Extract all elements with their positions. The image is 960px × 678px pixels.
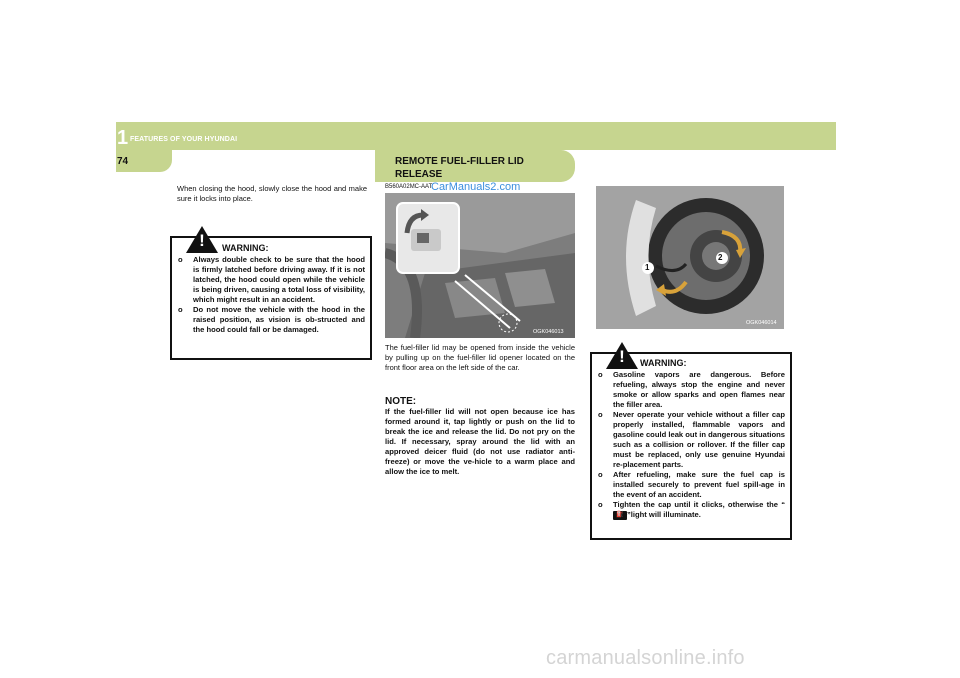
fuel-lid-opener-figure	[385, 193, 575, 338]
chapter-title: FEATURES OF YOUR HYUNDAI	[130, 136, 238, 143]
section-title: REMOTE FUEL-FILLER LID RELEASE	[395, 156, 524, 180]
warning-item: o Tighten the cap until it clicks, otherwise the “⛽ ”light will illuminate.	[598, 500, 785, 519]
reference-code: B560A02MC-AAT	[385, 184, 433, 190]
warning-list	[598, 370, 785, 520]
page-number: 74	[117, 156, 129, 167]
fuel-lid-paragraph: The fuel-filler lid may be opened from inside the vehicle by pulling up on the fuel-filler lid opener located on the front floor area on the left side of the car.	[385, 343, 575, 372]
interior-floor-illustration	[385, 193, 575, 338]
warning-heading: WARNING:	[640, 358, 687, 368]
warning-heading: WARNING:	[222, 243, 269, 253]
footer-watermark: carmanualsonline.info	[546, 647, 745, 669]
fuel-cap-illustration	[596, 186, 784, 329]
warning-item: o Do not move the vehicle with the hood in the raised position, as vision is ob-structed and the hood could fall or be damaged.	[178, 305, 365, 334]
fuel-cap-figure	[596, 186, 784, 329]
figure-code: OGK046014	[746, 320, 777, 326]
note-text: If the fuel-filler lid will not open because ice has formed around it, tap lightly or push on the lid to break the ice and release the lid. Do not pry on the lid. If necessary, spray around the lid with an approved deicer fluid (do not use radiator anti-freeze) or move the ve-hicle to a warm place and allow the ice to melt.	[385, 407, 575, 476]
warning-item: o After refueling, make sure the fuel cap is installed securely to prevent fuel spill-age in the event of an accident.	[598, 470, 785, 499]
warning-exclamation-icon: !	[199, 231, 205, 250]
warning-item: o Gasoline vapors are dangerous. Before refueling, always stop the engine and never smoke or allow sparks and open flames near the filler area.	[598, 370, 785, 409]
callout-2: 2	[718, 253, 723, 262]
chapter-number: 1	[117, 127, 129, 149]
hood-closing-text: When closing the hood, slowly close the hood and make sure it locks into place.	[177, 184, 367, 203]
warning-item: o Never operate your vehicle without a filler cap properly installed, flammable vapors and gasoline could leak out in dangerous situations such as a collision or rollover. If the filler cap must be replaced, only use genuine Hyundai re-placement parts.	[598, 410, 785, 469]
note-title: NOTE:	[385, 396, 417, 407]
warning-exclamation-icon: !	[619, 347, 625, 366]
callout-1: 1	[645, 263, 650, 272]
fuel-warning-box	[590, 347, 792, 540]
fuel-cap-warning-icon: ⛽	[613, 511, 627, 520]
warning-list	[178, 255, 365, 335]
warning-item: o Always double check to be sure that the hood is firmly latched before driving away. If it is not latched, the hood could open while the vehicle is being driven, causing a total loss of visibility, which might result in an accident.	[178, 255, 365, 304]
figure-code: OGK046013	[533, 329, 564, 335]
hood-warning-box	[170, 231, 372, 360]
watermark-link[interactable]: CarManuals2.com	[431, 181, 521, 193]
